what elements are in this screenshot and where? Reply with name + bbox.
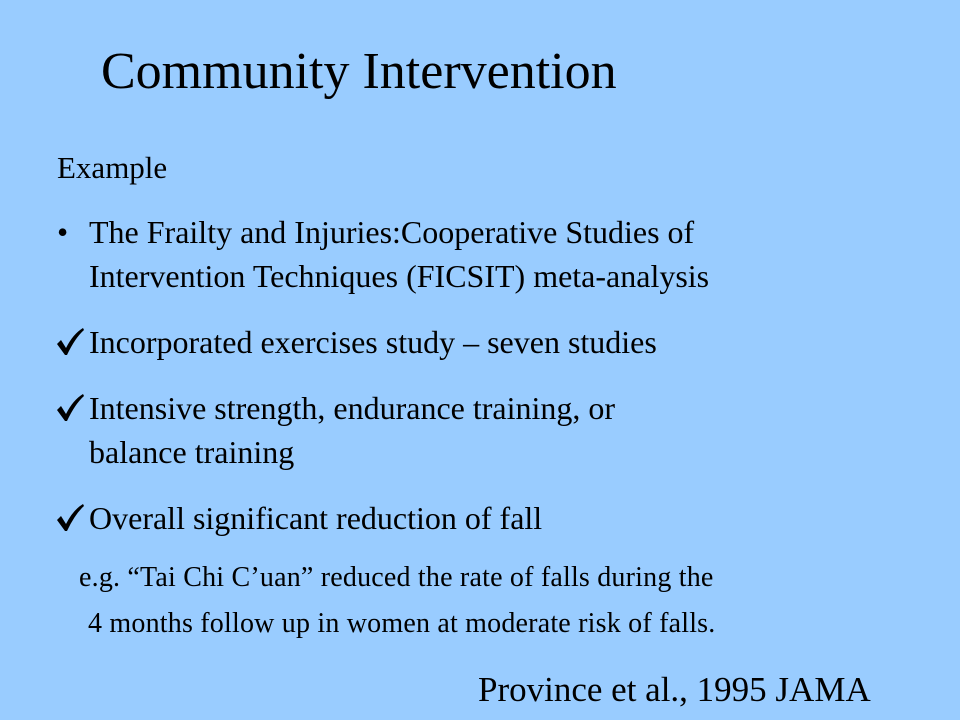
slide-title: Community Intervention xyxy=(101,43,617,100)
list-item-training xyxy=(0,388,960,476)
list-item-line: Incorporated exercises study – seven studies xyxy=(89,324,657,360)
note-line: e.g. “Tai Chi C’uan” reduced the rate of falls during the xyxy=(79,562,714,593)
list-item-line: Intensive strength, endurance training, or xyxy=(89,390,616,426)
note-line: 4 months follow up in women at moderate risk of falls. xyxy=(88,608,716,639)
example-heading: Example xyxy=(57,150,168,185)
bullet-icon: • xyxy=(57,214,69,250)
list-item-incorporated xyxy=(0,322,960,366)
list-item-reduction xyxy=(0,498,960,542)
list-item-line: Overall significant reduction of fall xyxy=(89,500,543,536)
list-item-line: Intervention Techniques (FICSIT) meta-analysis xyxy=(89,258,710,294)
citation: Province et al., 1995 JAMA xyxy=(478,670,871,709)
checkmark-icon xyxy=(55,324,85,360)
list-item-ficsit xyxy=(0,212,960,300)
list-item-line: balance training xyxy=(89,434,295,470)
list-item-line: The Frailty and Injuries:Cooperative Studies of xyxy=(89,214,695,250)
checkmark-icon xyxy=(55,500,85,536)
checkmark-icon xyxy=(55,390,85,426)
example-note xyxy=(0,556,960,648)
